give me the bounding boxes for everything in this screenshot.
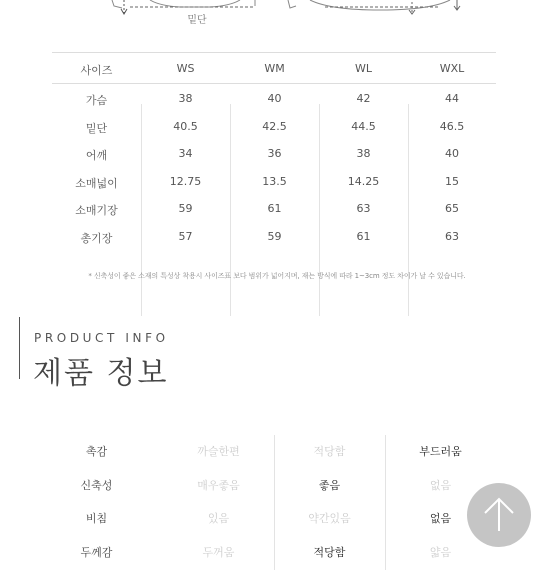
header-wm: WM bbox=[264, 62, 285, 75]
table-cell: 40.5 bbox=[173, 119, 198, 133]
section-title-en: PRODUCT INFO bbox=[34, 331, 169, 345]
row-label: 소매넓이 bbox=[75, 176, 118, 190]
size-table bbox=[52, 52, 496, 249]
info-option: 적당함 bbox=[313, 545, 346, 559]
table-cell: 38 bbox=[178, 92, 193, 105]
info-option: 있음 bbox=[207, 512, 230, 525]
garment-measurement-illustration bbox=[0, 0, 554, 32]
table-cell: 46.5 bbox=[439, 119, 465, 133]
column-divider bbox=[385, 435, 386, 570]
table-row bbox=[52, 194, 496, 222]
table-row bbox=[52, 139, 496, 167]
row-label: 총기장 bbox=[80, 231, 113, 245]
row-label: 가슴 bbox=[85, 94, 108, 107]
info-label: 촉감 bbox=[85, 445, 108, 458]
header-wl: WL bbox=[354, 62, 372, 75]
row-label: 밑단 bbox=[85, 121, 108, 135]
info-option: 까슬한편 bbox=[197, 445, 240, 458]
table-cell: 40 bbox=[267, 92, 282, 105]
info-option: 적당함 bbox=[313, 445, 346, 458]
section-title-ko: 제품 정보 bbox=[33, 356, 169, 391]
table-cell: 59 bbox=[267, 229, 282, 243]
table-cell: 44.5 bbox=[351, 119, 376, 133]
table-cell: 42.5 bbox=[262, 119, 287, 133]
info-label: 신축성 bbox=[80, 478, 113, 492]
arrow-up-icon bbox=[467, 483, 531, 547]
table-cell: 34 bbox=[178, 147, 193, 160]
table-cell: 14.25 bbox=[347, 174, 380, 188]
row-label: 어깨 bbox=[85, 149, 108, 162]
info-option: 얇음 bbox=[429, 545, 452, 559]
header-size: 사이즈 bbox=[80, 64, 113, 77]
scroll-to-top-button[interactable] bbox=[467, 483, 531, 547]
info-option: 약간있음 bbox=[308, 512, 351, 525]
table-row bbox=[52, 112, 496, 140]
column-divider bbox=[408, 104, 409, 316]
table-row bbox=[52, 84, 496, 112]
info-option: 없음 bbox=[429, 512, 452, 525]
table-cell: 57 bbox=[178, 229, 193, 243]
table-cell: 65 bbox=[445, 202, 459, 215]
column-divider bbox=[230, 104, 231, 316]
info-option: 없음 bbox=[429, 478, 452, 492]
info-option: 부드러움 bbox=[419, 445, 462, 458]
column-divider bbox=[141, 104, 142, 316]
header-wxl: WXL bbox=[439, 62, 465, 75]
row-label: 소매기장 bbox=[75, 204, 118, 217]
table-cell: 42 bbox=[356, 92, 371, 105]
info-option: 좋음 bbox=[318, 478, 341, 492]
header-ws: WS bbox=[176, 62, 195, 75]
info-label: 두께감 bbox=[80, 545, 113, 559]
product-info-grid bbox=[52, 435, 496, 569]
table-cell: 61 bbox=[267, 202, 282, 215]
table-cell: 38 bbox=[356, 147, 371, 160]
hem-label: 밑단 bbox=[187, 15, 207, 26]
table-cell: 40 bbox=[445, 147, 459, 160]
table-cell: 59 bbox=[178, 202, 193, 215]
table-cell: 15 bbox=[445, 174, 459, 188]
section-accent-bar bbox=[19, 317, 20, 379]
info-option: 두꺼움 bbox=[202, 545, 235, 559]
table-row bbox=[52, 167, 496, 195]
info-option: 매우좋음 bbox=[197, 478, 240, 492]
table-cell: 12.75 bbox=[169, 174, 202, 188]
table-cell: 61 bbox=[356, 229, 371, 243]
info-label: 비침 bbox=[85, 512, 108, 525]
table-cell: 63 bbox=[445, 229, 459, 243]
column-divider bbox=[319, 104, 320, 316]
table-cell: 63 bbox=[356, 202, 371, 215]
table-row bbox=[52, 222, 496, 250]
column-divider bbox=[274, 435, 275, 570]
table-cell: 36 bbox=[267, 147, 282, 160]
size-table-header bbox=[52, 52, 496, 84]
table-cell: 44 bbox=[445, 92, 459, 105]
table-cell: 13.5 bbox=[262, 174, 287, 188]
size-note: * 신축성이 좋은 소재의 특성상 착용시 사이즈표 보다 범위가 넓어지며, 재는 방식에 따라 1~3cm 정도 차이가 날 수 있습니다. bbox=[88, 272, 466, 280]
